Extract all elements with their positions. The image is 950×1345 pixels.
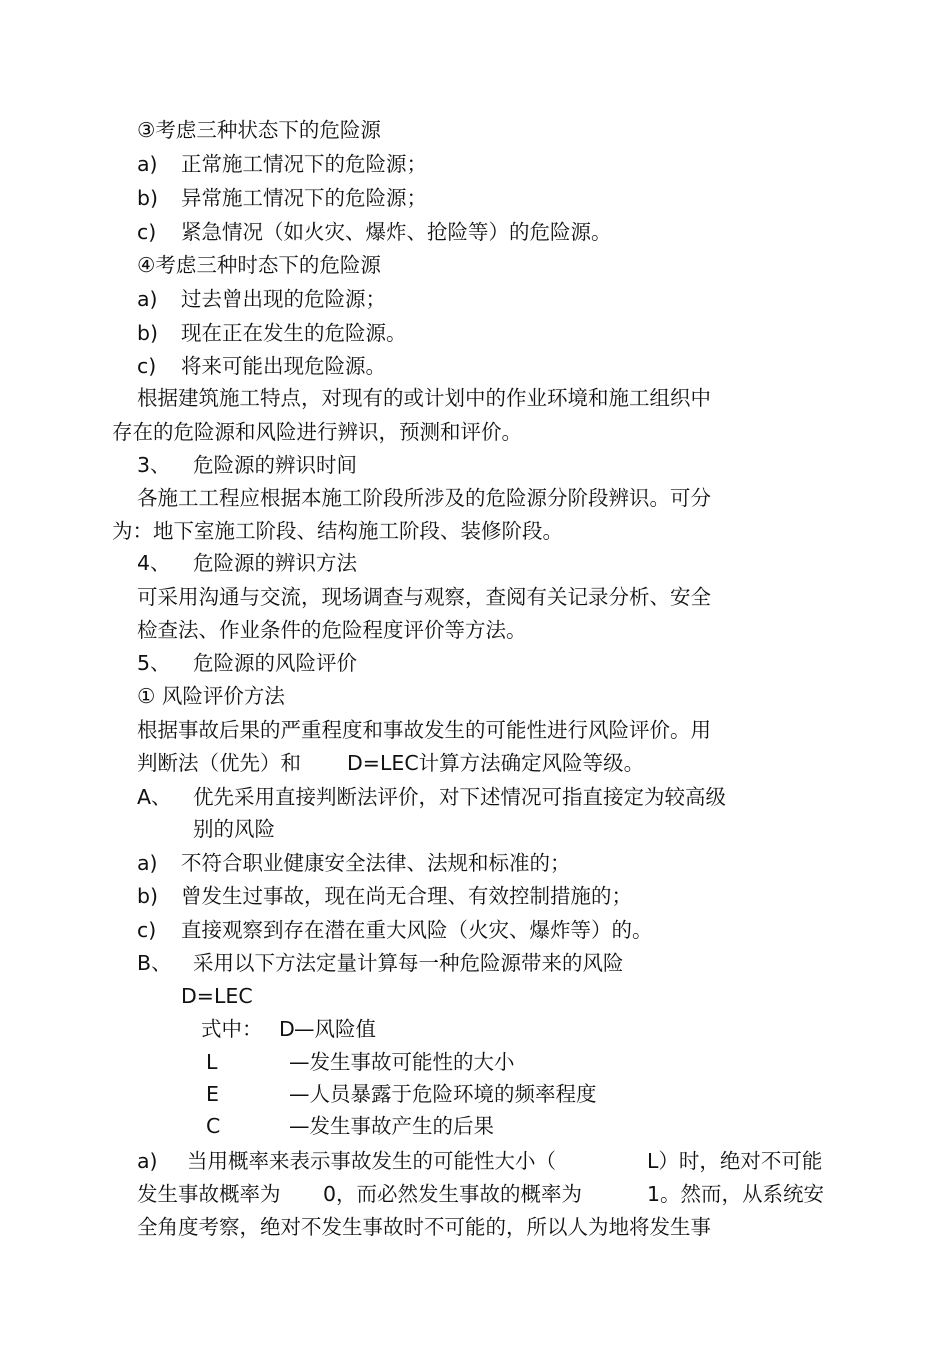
list-item-text: 过去曾出现的危险源； [181, 287, 386, 311]
list-item-text: 采用以下方法定量计算每一种危险源带来的风险 [193, 951, 624, 975]
list-marker: a) [137, 152, 158, 176]
paragraph-text: 发生事故概率为 [137, 1182, 281, 1206]
section-number: 5、 [137, 651, 171, 675]
heading-text: ④考虑三种时态下的危险源 [137, 253, 381, 277]
formula-text: D=LEC [181, 984, 253, 1008]
paragraph-text: L）时，绝对不可能 [647, 1149, 823, 1173]
variable-description: —发生事故产生的后果 [289, 1114, 494, 1138]
list-marker: b) [137, 186, 159, 210]
list-marker: c) [137, 354, 157, 378]
list-item-text: 紧急情况（如火灾、爆炸、抢险等）的危险源。 [181, 220, 612, 244]
section-number: 3、 [137, 453, 171, 477]
paragraph-text: D=LEC计算方法确定风险等级。 [347, 751, 645, 775]
list-item-text: 将来可能出现危险源。 [181, 354, 386, 378]
list-item-text: 现在正在发生的危险源。 [181, 321, 407, 345]
list-marker: c) [137, 220, 157, 244]
paragraph-text: 1。然而，从系统安 [647, 1182, 825, 1206]
paragraph-text: 全角度考察，绝对不发生事故时不可能的，所以人为地将发生事 [137, 1215, 711, 1239]
list-marker: b) [137, 884, 159, 908]
list-marker: a) [137, 1149, 158, 1173]
paragraph-text: 0，而必然发生事故的概率为 [323, 1182, 583, 1206]
variable-symbol: D [279, 1017, 295, 1041]
subsection-title: ① 风险评价方法 [137, 684, 285, 708]
list-item-text: 正常施工情况下的危险源； [181, 152, 427, 176]
list-marker: B、 [137, 951, 172, 975]
section-title: 危险源的风险评价 [193, 651, 357, 675]
variable-description: —发生事故可能性的大小 [289, 1050, 515, 1074]
where-label: 式中： [201, 1017, 263, 1041]
paragraph-text: 为：地下室施工阶段、结构施工阶段、装修阶段。 [112, 519, 563, 543]
list-marker: A、 [137, 785, 172, 809]
variable-symbol: L [206, 1050, 218, 1074]
heading-text: ③考虑三种状态下的危险源 [137, 118, 381, 142]
list-item-text: 异常施工情况下的危险源； [181, 186, 427, 210]
list-marker: a) [137, 287, 158, 311]
paragraph-text: 判断法（优先）和 [137, 751, 301, 775]
variable-symbol: C [206, 1114, 221, 1138]
section-title: 危险源的辨识时间 [193, 453, 357, 477]
section-number: 4、 [137, 551, 171, 575]
variable-symbol: E [206, 1082, 219, 1106]
list-item-text: 曾发生过事故，现在尚无合理、有效控制措施的； [181, 884, 632, 908]
variable-description: —人员暴露于危险环境的频率程度 [289, 1082, 597, 1106]
list-marker: a) [137, 851, 158, 875]
section-title: 危险源的辨识方法 [193, 551, 357, 575]
paragraph-text: 可采用沟通与交流，现场调查与观察，查阅有关记录分析、安全 [137, 585, 711, 609]
paragraph-text: 存在的危险源和风险进行辨识，预测和评价。 [112, 420, 522, 444]
list-marker: b) [137, 321, 159, 345]
list-item-text: 直接观察到存在潜在重大风险（火灾、爆炸等）的。 [181, 918, 653, 942]
list-item-text: 不符合职业健康安全法律、法规和标准的； [181, 851, 571, 875]
paragraph-text: 各施工工程应根据本施工阶段所涉及的危险源分阶段辨识。可分 [137, 486, 711, 510]
list-marker: c) [137, 918, 157, 942]
paragraph-text: 根据建筑施工特点，对现有的或计划中的作业环境和施工组织中 [137, 386, 711, 410]
list-item-text: 优先采用直接判断法评价，对下述情况可指直接定为较高级 [193, 785, 726, 809]
list-item-text: 别的风险 [193, 817, 275, 841]
paragraph-text: 检查法、作业条件的危险程度评价等方法。 [137, 618, 527, 642]
variable-description: —风险值 [294, 1017, 376, 1041]
paragraph-text: 当用概率来表示事故发生的可能性大小（ [187, 1149, 556, 1173]
paragraph-text: 根据事故后果的严重程度和事故发生的可能性进行风险评价。用 [137, 718, 711, 742]
